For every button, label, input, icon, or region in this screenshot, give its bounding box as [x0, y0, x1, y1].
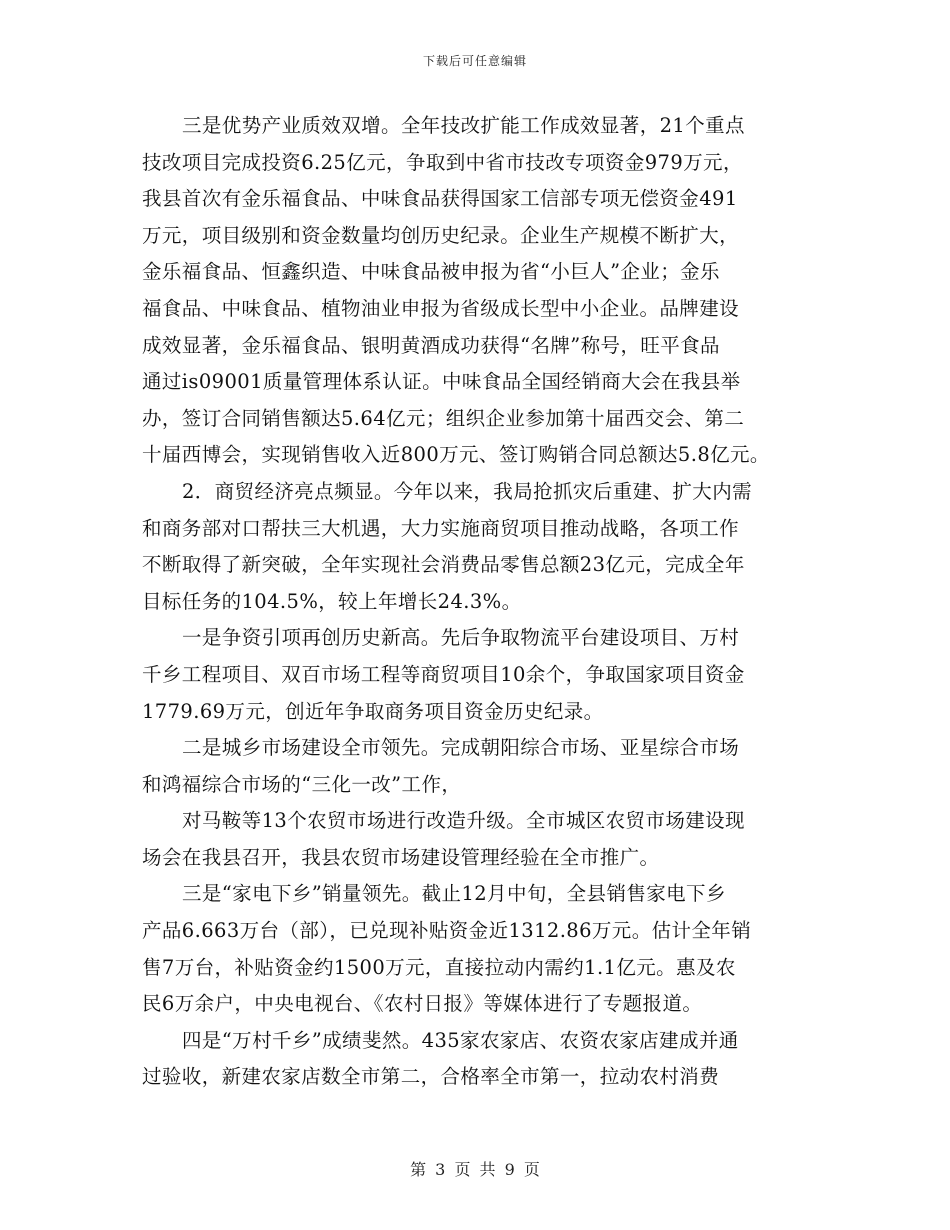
text-line: 2．商贸经济亮点频显。今年以来，我局抢抓灾后重建、扩大内需 — [182, 479, 753, 503]
page-number: 第 3 页 共 9 页 — [410, 1160, 540, 1179]
text-line: 三是“家电下乡”销量领先。截止12月中旬，全县销售家电下乡 — [182, 882, 726, 906]
text-line: 通过is09001质量管理体系认证。中味食品全国经销商大会在我县举 — [142, 370, 741, 394]
text-line: 民6万余户，中央电视台、《农村日报》等媒体进行了专题报道。 — [142, 992, 703, 1016]
document-body — [142, 108, 822, 1096]
text-line: 办，签订合同销售额达5.64亿元；组织企业参加第十届西交会、第二 — [142, 406, 745, 430]
text-line: 和鸿福综合市场的“三化一改”工作， — [142, 772, 462, 796]
text-line: 金乐福食品、恒鑫织造、中味食品被申报为省“小巨人”企业；金乐 — [142, 260, 720, 284]
text-line: 不断取得了新突破，全年实现社会消费品零售总额23亿元，完成全年 — [142, 553, 745, 577]
text-line: 成效显著，金乐福食品、银明黄酒成功获得“名牌”称号，旺平食品 — [142, 333, 720, 357]
text-line: 四是“万村千乡”成绩斐然。435家农家店、农资农家店建成并通 — [182, 1028, 739, 1052]
text-line: 我县首次有金乐福食品、中味食品获得国家工信部专项无偿资金491 — [142, 187, 738, 211]
page-header: 下载后可任意编辑 — [422, 54, 527, 68]
text-line: 福食品、中味食品、植物油业申报为省级成长型中小企业。品牌建设 — [142, 296, 740, 320]
text-line: 三是优势产业质效双增。全年技改扩能工作成效显著，21个重点 — [182, 114, 745, 137]
text-line: 对马鞍等13个农贸市场进行改造升级。全市城区农贸市场建设现 — [182, 809, 745, 833]
text-line: 1779.69万元，创近年争取商务项目资金历史纪录。 — [142, 699, 604, 723]
text-line: 一是争资引项再创历史新高。先后争取物流平台建设项目、万村 — [182, 626, 740, 650]
text-line: 万元，项目级别和资金数量均创历史纪录。企业生产规模不断扩大， — [142, 223, 740, 247]
text-line: 场会在我县召开，我县农贸市场建设管理经验在全市推广。 — [142, 845, 660, 869]
text-line: 二是城乡市场建设全市领先。完成朝阳综合市场、亚星综合市场 — [182, 736, 740, 760]
text-line: 和商务部对口帮扶三大机遇，大力实施商贸项目推动战略，各项工作 — [142, 516, 740, 540]
text-line: 千乡工程项目、双百市场工程等商贸项目10余个，争取国家项目资金 — [142, 662, 745, 686]
text-line: 目标任务的104.5%，较上年增长24.3%。 — [142, 589, 522, 613]
text-line: 过验收，新建农家店数全市第二，合格率全市第一，拉动农村消费 — [142, 1065, 720, 1089]
text-line: 技改项目完成投资6.25亿元，争取到中省市技改专项资金979万元， — [142, 150, 743, 174]
text-line: 十届西博会，实现销售收入近800万元、签订购销合同总额达5.8亿元。 — [142, 443, 770, 467]
text-line: 产品6.663万台（部），已兑现补贴资金近1312.86万元。估计全年销 — [142, 919, 752, 943]
text-line: 售7万台，补贴资金约1500万元，直接拉动内需约1.1亿元。惠及农 — [142, 955, 736, 979]
